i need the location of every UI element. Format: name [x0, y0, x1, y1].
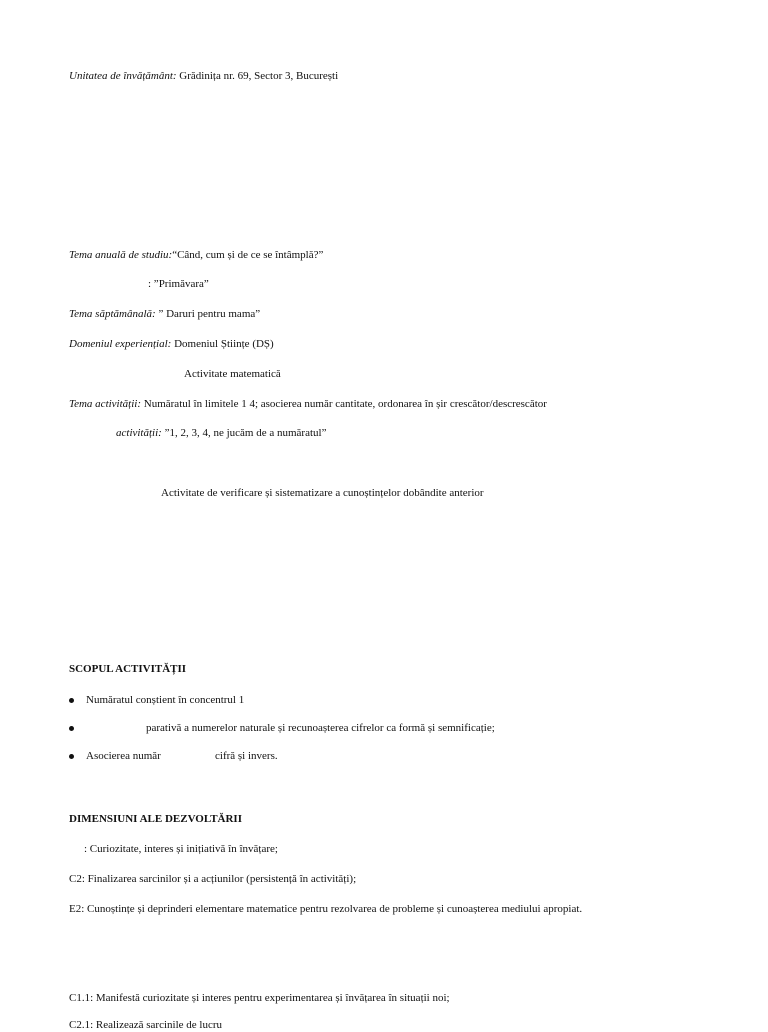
scope-item-text: cifră și invers. [215, 750, 278, 762]
scope-item-text: parativă a numerelor naturale și recunoașterea cifrelor ca formă și semnificație; [146, 722, 495, 734]
activity-form: Activitate de verificare și sistematizare a cunoștințelor dobândite anterior [161, 487, 484, 499]
scope-heading: SCOPUL ACTIVITĂȚII [69, 663, 187, 675]
activity-theme-value: Număratul în limitele 1 4; asocierea număr cantitate, ordonarea în șir crescător/descrescător [141, 398, 547, 410]
domain-value: Domeniul Științe (DȘ) [171, 338, 274, 350]
annual-theme-value: “Când, cum și de ce se întâmplă?” [172, 249, 324, 261]
scope-item-text: Număratul conștient în concentrul 1 [86, 694, 245, 706]
activity-title-value: ”1, 2, 3, 4, ne jucăm de a număratul” [161, 427, 327, 439]
dimension-line: E2: Cunoștințe și deprinderi elementare matematice pentru rezolvarea de probleme și cunoașterea mediului apropiat. [69, 903, 583, 915]
project-line [148, 277, 209, 291]
bullet-icon [69, 726, 74, 731]
activity-type: Activitate matematică [184, 368, 281, 380]
bullet-icon [69, 754, 74, 759]
unit-line [69, 69, 338, 83]
behavior-line: C1.1: Manifestă curiozitate și interes pentru experimentarea și învățarea în situații noi; [69, 992, 450, 1004]
weekly-theme-line [69, 307, 260, 321]
domain-line [69, 337, 274, 351]
unit-label: Unitatea de învățământ: [69, 70, 177, 82]
dimensions-heading: DIMENSIUNI ALE DEZVOLTĂRII [69, 813, 242, 825]
bullet-icon [69, 698, 74, 703]
activity-theme-line [69, 397, 547, 411]
activity-title-label: activității: [116, 427, 162, 439]
activity-form-line [161, 486, 484, 500]
dimension-line: C2: Finalizarea sarcinilor și a acțiunilor (persistență în activități); [69, 873, 357, 885]
dimension-line: : Curiozitate, interes și inițiativă în învățare; [84, 843, 278, 855]
project-value: : ”Primăvara” [148, 278, 209, 290]
activity-type-line [184, 367, 281, 381]
activity-theme-label: Tema activității: [69, 398, 142, 410]
annual-theme-line [69, 248, 323, 262]
scope-item-prefix: Asocierea număr [86, 750, 161, 762]
unit-value: Grădinița nr. 69, Sector 3, București [176, 70, 339, 82]
activity-title-line [116, 426, 326, 440]
weekly-theme-label: Tema săptămânală: [69, 308, 156, 320]
weekly-theme-value: ” Daruri pentru mama” [155, 308, 261, 320]
annual-theme-label: Tema anuală de studiu: [69, 249, 173, 261]
behavior-line: C2.1: Realizează sarcinile de lucru [69, 1019, 223, 1031]
domain-label: Domeniul experiențial: [69, 338, 172, 350]
